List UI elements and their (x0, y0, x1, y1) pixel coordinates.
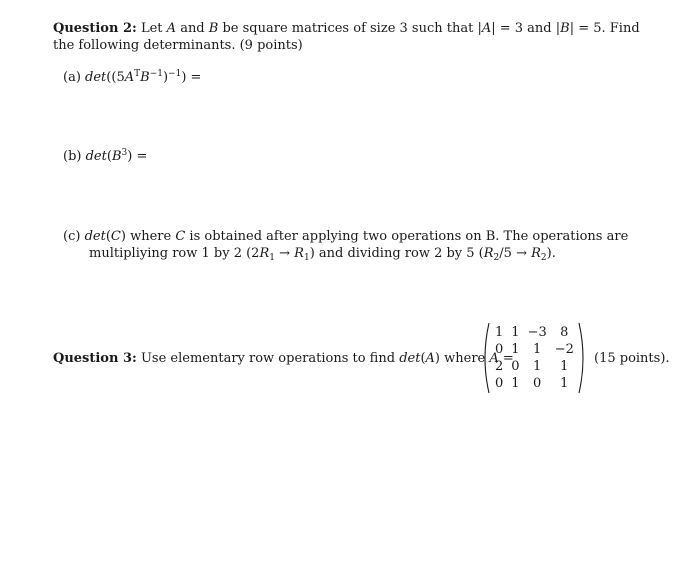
matrix-a (480, 322, 588, 394)
question-3-label: Question 3: (53, 351, 137, 366)
part-a-label: (a) (63, 70, 81, 85)
part-c (63, 228, 653, 264)
part-c-label: (c) (63, 229, 81, 244)
matrix-row (491, 341, 578, 358)
part-b: (b) $\det(B^3)$ = (63, 148, 148, 164)
matrix-cell: 1 (511, 325, 520, 340)
matrix-cell: 2 (495, 359, 504, 374)
question-3: Question 3: Use elementary row operations to find det(A) where A = (53, 351, 514, 366)
question-2-line-1: Question 2: Let A and B be square matrices of size 3 such that |A| = 3 and |B| = 5. Find (53, 21, 640, 36)
part-c-line-1: (c) det(C) where C is obtained after applying two operations on B. The operations are (63, 229, 629, 244)
matrix-row (491, 375, 578, 392)
matrix-cell: 1 (560, 376, 569, 391)
matrix-cell: 0 (533, 376, 542, 391)
matrix-cell: 1 (511, 376, 520, 391)
matrix-cell: 1 (560, 359, 569, 374)
matrix-cell: 1 (495, 325, 504, 340)
matrix-cell: 1 (533, 342, 542, 357)
question-2-label: Question 2: (53, 21, 137, 36)
question-2 (53, 20, 653, 54)
matrix-row (491, 358, 578, 375)
matrix-cell: 0 (495, 376, 504, 391)
matrix-cell: 0 (511, 359, 520, 374)
question-2-line-2: the following determinants. (9 points) (53, 38, 303, 53)
left-parenthesis (480, 322, 490, 394)
matrix-cell: −2 (554, 342, 574, 357)
right-parenthesis (578, 322, 588, 394)
matrix-cell: 1 (533, 359, 542, 374)
part-b-label: (b) (63, 149, 82, 164)
matrix-table (491, 324, 578, 392)
part-c-line-2: multipliying row 1 by 2 $(2R_1 \to R_1)$ and dividing row 2 by 5 $(R_2/5 \to R_2)$. (89, 246, 556, 263)
matrix-cell: 8 (560, 325, 569, 340)
matrix-cell: 0 (495, 342, 504, 357)
part-a: (a) $\det((5A^TB^{-1})^{-1})$ = (63, 69, 202, 85)
matrix-row (491, 324, 578, 341)
question-3-points: (15 points). (594, 351, 670, 366)
matrix-cell: 1 (511, 342, 520, 357)
matrix-cell: −3 (527, 325, 547, 340)
